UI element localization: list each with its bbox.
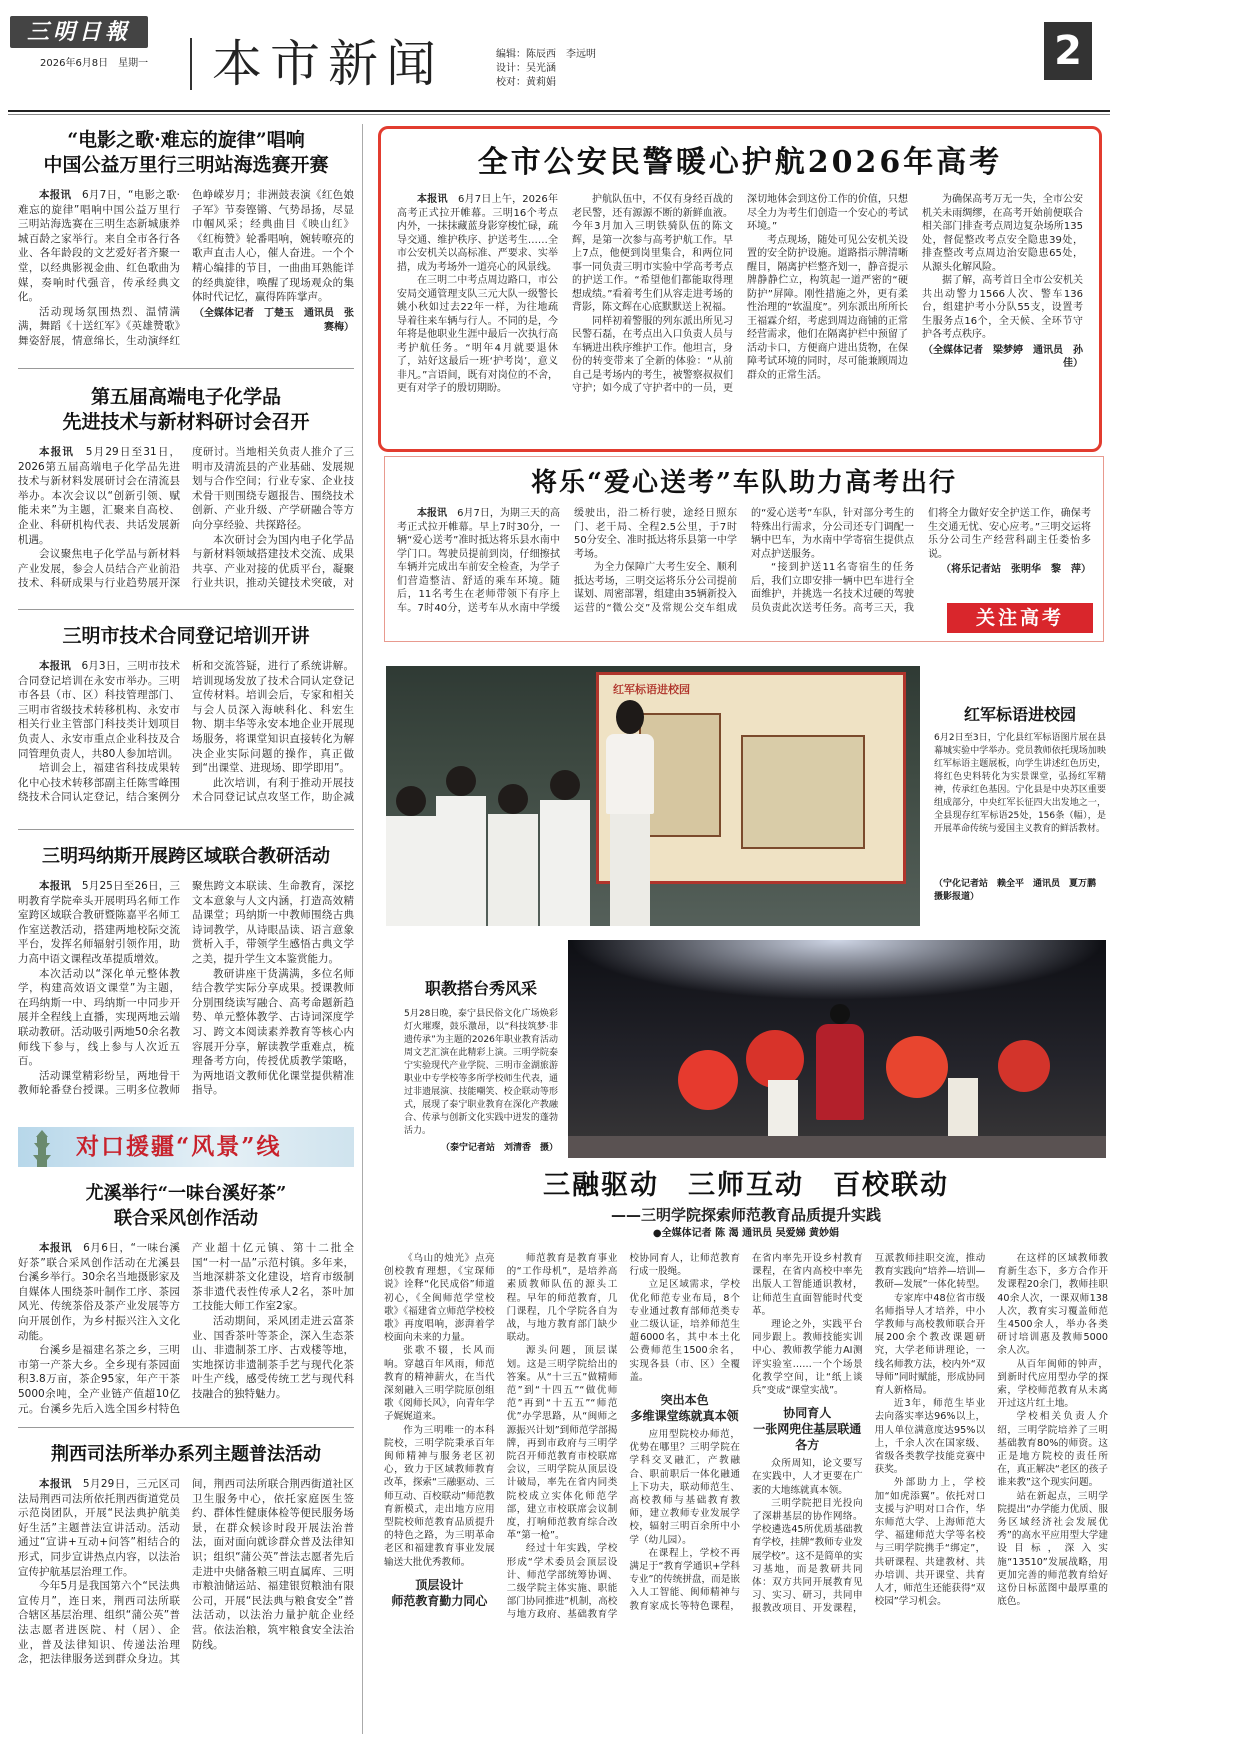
article-title: “电影之歌·难忘的旋律”唱响 中国公益万里行三明站海选赛开赛 xyxy=(43,129,329,176)
student-guide xyxy=(600,700,660,926)
article-police-escort-gaokao xyxy=(378,126,1102,452)
article-title: 全市公安民警暖心护航2026年高考 xyxy=(477,145,1003,180)
article-youxi-tea xyxy=(18,1181,354,1417)
masthead-rule xyxy=(8,110,1110,112)
section-heading: 协同育人 一张网兜住基层联通各方 xyxy=(753,1406,862,1453)
students-group xyxy=(386,726,596,926)
article-body: 本报讯 6月7日，为期三天的高考正式拉开帷幕。早上7时30分，一辆“爱心送考”准时抵达将乐县水南中学门口。驾驶员提前到岗，仔细擦拭车辆并完成出车前安全检查，为学子们营造整洁、舒适的乘车环境。随后，11名考生在老师带领下有序上车。7时40分，送考车从水南中学缓缓驶出，沿二桥行驶，途经日照东门、老干局、全程2.5公里，于7时50分安全、准时抵达将乐县第一中学考场。 为全力保障广大考生安全、顺利抵达考场，三明交运将乐分公司提前谋划、周密部署，组建由35辆新投入运营的“微公交”及常规公交车组成的“爱心送考”车队，针对部分考生的特殊出行需求，分公司还专门调配一辆中巴车，为水南中学寄宿生提供点对点护送服务。 “接到护送11名寄宿生的任务后，我们立即安排一辆中巴车进行全面维护，并挑选一名技术过硬的驾驶员负责此次送考任务。高考三天，我们将全力做好安全护送工作，确保考生交通无忧、安心应考。”三明交运将乐分公司生产经营科副主任娄怡多说。 （将乐记者站 张明华 黎 萍） xyxy=(397,508,1091,614)
article-title: 第五届高端电子化学品 先进技术与新材料研讨会召开 xyxy=(62,386,310,433)
article-body: 本报讯 6月3日，三明市技术合同登记培训在永安市举办。三明市各县（市、区）科技管理部门、三明市省级技术转移机构、永安市相关行业主管部门科技类计划项目负责人、永安市重点企业科技及合同管理负责人，共80人参加培训。 培训会上，福建省科技成果转化中心技术转移部副主任陈雪峰围绕技术合同认定登记，结合案例分析和交流答疑，进行了系统讲解。培训现场发放了技术合同认定登记宣传材料。培训会后，专家和相关与会人员深入海峡科化、科宏生物、期丰华等永安本地企业开展现场服务，将课堂知识直接转化为解决企业实际问题的操作，真正做到“出课堂、进现场、即学即用”。 此次培训，有利于推动开展技术合同登记试点攻坚工作，助企减 xyxy=(18,660,354,804)
article-subtitle: ——三明学院探索师范教育品质提升实践 xyxy=(610,1206,881,1224)
article-body: 本报讯 5月29日至31日，2026第五届高端电子化学品先进技术与新材料发展研讨会在清流县举办。本次会议以“创新引领、赋能未来”为主题，汇聚来自高校、企业、科研机构代表、共话发展新机遇。 会议聚焦电子化学品与新材料产业发展，参会人员结合产业前沿技术、科研成果与行业趋势展开深度研讨。当地相关负责人推介了三明市及清流县的产业基础、发展规划与合作空间；行业专家、企业技术骨干则围绕专题报告、围绕技术创新、产业升级、产学研融合等方向分享经验、共探路径。 本次研讨会为国内电子化学品与新材料领域搭建技术交流、成果共享、产业对接的优质平台，凝聚行业共识，推动关键技术突破，对 xyxy=(18,446,354,590)
exhibit-board: 红军标语进校园 xyxy=(596,672,906,884)
pagoda-icon xyxy=(22,1127,62,1167)
article-sanming-normal-education xyxy=(384,1168,1108,1736)
xinjiang-aid-banner xyxy=(18,1127,354,1167)
section-heading: 突出本色 多维课堂练就真本领 xyxy=(630,1393,739,1424)
parasol-left xyxy=(678,1050,738,1110)
article-tech-contract-training xyxy=(18,624,354,819)
article-body: 《乌山的烛光》点亮创校教育理想，《宝琛师说》诠释“化民成俗”师道初心，《全闽师范学堂校歌》《福建省立师范学校校歌》再度唱响，澎湃着学校面向未来的力量。 张歌不辍，长风而响。穿越百年风雨，师范教育的精神薪火，在当代深刻融入三明学院原创组歌《阅师长风》，向青年学子娓娓道来。 作为三明唯一的本科院校，三明学院秉承百年闽师精神与服务老区初心，致力于区域教师教育改革，探索“三融驱动、三师互动、百校联动”师范教育新模式，走出地方应用型院校师范教育品质提升的特色之路，为三明革命老区和福建教育事业发展输送大批优秀教师。 顶层设计 师范教育勤力同心 师范教育是教育事业的“工作母机”，是培养高素质教师队伍的源头工程。早年的师范教育，几门课程，几个学院各自为战，与地方教育部门缺少联动。 源头问题，顶层谋划。这是三明学院给出的答案。从“十三五”做精师范”到“十四五”“做优师范”再到“十五五”“师范优”办学思路，从“闽师之源振兴计划”到师范学部揭牌，再到市政府与三明学院召开师范教育市校联席会议，三明学院从顶层设计破局，率先在省内同类院校成立实体化师范学部，建立市校联席会议制度，打响师范教育综合改革“第一枪”。 经过十年实践，学校形成“学术委员会顶层设计、师范学部统筹协调、二级学院主体实施、职能部门协同推进”机制，高校与地方政府、基础教育学校协同育人，让师范教育行成一股绳。 立足区域需求，学校优化师范专业布局，8个专业通过教育部师范类专业二级认证，培养师范生超6000名，其中本土化公费师范生1500余名，实现各县（市、区）全覆盖。 突出本色 多维课堂练就真本领 应用型院校办师范，优势在哪里？三明学院在学科交叉融汇，产教融合、职前职后一体化融通上下功夫，联动师范生、高校教师与基础教育教师，建立教师专业发展学校，辐射三明百余所中小学（幼儿园）。 在课程上，学校不再满足于“教育学通识+学科专业”的传统拼盘，而是嵌入人工智能、闽师精神与教育家成长等特色课程，在省内率先开设乡村教育课程，在省内高校中率先出版人工智能通识教材，让师范生直面智能时代变革。 理论之外，实践平台同步跟上。教师技能实训中心、教师教学能力AI测评实验室……一个个场景化教学空间，让“纸上谈兵”变成“课堂实战”。 协同育人 一张网兜住基层联通各方 众所周知，论文要写在实践中，人才更要在广袤的大地练就真本领。 三明学院把目光投向了深耕基层的协作网络。学校遴选45所优质基础教育学校，挂牌“教师专业发展学校”。这不是简单的实习基地，而是教研共同体：双方共同开展教育见习、实习、研习，共同申报教改项目、开发课程，互派教师挂职交流，推动教育实践向“培养—培训—教研—发展”一体化转型。 专家库中48位省市级名师指导人才培养，中小学教师与高校教师联合开展200余个教改课题研究，大学老师讲理论，一线名师教方法，校内外“双导师”同时赋能，形成协同育人新格局。 近3年，师范生毕业去向落实率达96%以上，用人单位满意度达95%以上，千余人次在国家级、省级各类教学技能竞赛中获奖。 外部助力上，学校加“如虎添翼”。依托对口支援与沪明对口合作，华东师范大学、上海师范大学、福建师范大学等名校与三明学院携手“绑定”，共研课程、共建教材、共办培训、共开课堂、共育人才，师范生还能获得“双校园”学习机会。 在这样的区域教师教育新生态下，多方合作开发课程20余门，教师挂职40余人次，一课双师138人次，教育实习覆盖师范生4500余人，举办各类研讨培训惠及教师5000余人次。 从百年闽师的钟声，到新时代应用型办学的探索，学校师范教育从未离开过这片红土地。 学校相关负责人介绍，三明学院培养了三明基础教育80%的师资。这正是地方院校的责任所在，真正解决“老区的孩子谁来教”这个现实问题。 站在新起点，三明学院提出“办学能力优质、服务区域经济社会发展优秀”的高水平应用型大学建设目标，深入实施“13510”发展战略，用更加完善的师范教育给好这份日标蓝图中最厚重的底色。 xyxy=(384,1253,1108,1621)
parasol-right xyxy=(886,1036,948,1098)
article-electronic-chemicals xyxy=(18,385,354,599)
article-title: 三明市技术合同登记培训开讲 xyxy=(62,625,310,647)
column-divider xyxy=(362,124,363,1734)
article-title: 三明玛纳斯开展跨区域联合教研活动 xyxy=(42,846,330,867)
article-body: 本报讯 5月25日至26日，三明教育学院牵头开展明玛名师工作室跨区域联合教研暨陈嘉平名师工作室送教活动，搭建两地校际交流平台，发挥名师辐射引领作用，助力高中语文课程改革提质增效。 本次活动以“深化单元整体教学，构建高效语文课堂”为主题，在玛纳斯一中、玛纳斯一中同步开展并全程线上直播，实现两地云端联动教研。活动吸引两地50余名教师线下参与，线上参与人次近五百。 活动课堂精彩纷呈，两地骨干教师轮番登台授课。三明多位教师聚焦跨文本联读、生命教育，深挖文本意象与人文内涵，打造高效精品课堂；玛纳斯一中教师围绕古典诗词教学，从诗眼品读、语言意象赏析入手，带领学生感悟古典文学之美，提升学生文本鉴赏能力。 教研讲座干货满满，多位名师结合教学实际分享成果。授课教师分别围绕读写融合、高考命题新趋势、单元整体教学、古诗词深度学习、跨文本阅读素养教育等核心内容展开分享，解读教学重难点，梳理备考方向，传授优质教学策略，为两地语文教师优化课堂提供精准指导。 xyxy=(18,880,354,1097)
article-byline: （将乐记者站 张明华 黎 萍） xyxy=(941,564,1091,575)
article-byline: （全媒体记者 丁楚玉 通讯员 张赛梅） xyxy=(194,307,354,334)
focus-gaokao-tag: 关注高考 xyxy=(947,603,1093,633)
photo-vocational-show xyxy=(568,940,1106,1158)
photo2-caption: 职教搭台秀风采 5月28日晚，泰宁县民俗文化广场焕彩灯火璀璨，鼓乐激昂，以“科技筑梦·非遗传承”为主题的2026年职业教育活动周文艺汇演在此精彩上演。三明学院泰宁实验现代产业学院、三明市金湖旅游职业中专学校等多所学校师生代表，通过非遗展演、技能嘲笑、校企联动等形式，展现了泰宁职业教育在深化产教融合、传承与创新文化实践中迸发的蓬勃活力。 （泰宁记者站 刘清香 摄） xyxy=(404,979,558,1153)
article-byline: ●全媒体记者 陈 渴 通讯员 吴爱娣 黄妙娟 xyxy=(652,1228,840,1239)
article-title: 三融驱动 三师互动 百校联动 xyxy=(543,1170,949,1201)
page-number: 2 xyxy=(1044,22,1092,80)
masthead-divider xyxy=(190,38,192,90)
article-body: 本报讯 6月7日，“电影之歌·难忘的旋律”唱响中国公益万里行三明站海选赛在三明生态新城康养城百龄之家举行。来自全市各行各业、各年龄段的文艺爱好者齐聚一堂，以经典影视金曲、红色歌曲为媒，奏响时代强音，传承经典文化。 活动现场氛围热烈、温情满满，舞蹈《十送红军》《英雄赞歌》舞姿舒展，情意绵长，生动演绎红色峥嵘岁月；非洲鼓表演《红色娘子军》节奏铿锵、气势昂扬，尽显巾帼风采；经典曲目《映山红》《红梅赞》轮番唱响，婉转嘹亮的歌声直击人心，催人奋进。一个个精心编排的节目，一曲曲耳熟能详的经典旋律，唤醒了现场观众的集体时代记忆，赢得阵阵掌声。 （全媒体记者 丁楚玉 通讯员 张赛梅） xyxy=(18,189,354,347)
section-heading: 顶层设计 师范教育勤力同心 xyxy=(391,1577,488,1608)
masthead xyxy=(0,0,1254,118)
editor-credits: 编辑：陈辰西 李远明 设计：吴光涵 校对：黄莉娟 xyxy=(496,49,596,88)
article-body: 本报讯 5月29日，三元区司法局荆西司法所依托荆西街道党员示范岗团队，开展“民法典护航美好生活”主题普法宣讲活动。活动通过“宣讲+互动+问答”相结合的形式，同步宣讲热点内容，以法治宣传护航基层治理工作。 今年5月是我国第六个“民法典宣传月”，连日来，荆西司法所联合辖区基层治理、组织“蒲公英”普法志愿者进医院、村（居）、企业，普及法律知识、传递法治理念，把法律服务送到群众身边。其间，荆西司法所联合荆西街道社区卫生服务中心，依托家庭医生签约、群体性健康体检等便民服务场景，在群众候诊时段开展法治普法，面对面向就诊群众普及法律知识；组织“蒲公英”普法志愿者先后走进中央储备粮三明直属库、三明市粮油储运站、福建银贸粮油有限公司，开展“民法典与粮食安全”普法活动，以法治力量护航企业经营。依法治粮，筑牢粮食安全法治防线。 xyxy=(18,1478,354,1666)
parasol-far xyxy=(998,1040,1050,1092)
section-title: 本市新闻 xyxy=(212,35,444,93)
article-jingxi-law xyxy=(18,1442,354,1667)
article-byline: （全媒体记者 梁梦婷 通讯员 孙 佳） xyxy=(923,344,1083,369)
photo1-caption: 红军标语进校园 6月2日至3日，宁化县红军标语图片展在县幕城实验中学举办。党员教师依托现场加映红军标语主题展板，向学生讲述红色历史，将红色史料转化为实景课堂，弘扬红军精神，传承红色基因。宁化县是中央苏区重要组成部分，中央红军长征四大出发地之一，全县现存红军标语25处，156条（幅），是开展革命传统与爱国主义教育的鲜活教材。 （宁化记者站 赖全平 通讯员 夏万鹏 摄影报道） xyxy=(934,705,1106,902)
article-body: 本报讯 6月7日上午，2026年高考正式拉开帷幕。三明16个考点内外，一抹抹藏蓝身影穿梭忙碌，疏导交通、维护秩序、护送考生……全市公安机关以高标准、严要求、实举措，成为考场外一道亮心的风景线。 在三明二中考点周边路口，市公安局交通管理支队三元大队一级警长姚小秋如过去22年一样，为往地疏导着往来车辆与行人。不同的是，今年将是他职业生涯中最后一次执行高考护航任务。“明年4月就要退休了，站好这最后一班‘护考岗’，意义非凡。”言语间，既有对岗位的不舍，更有对学子的殷切期盼。 护航队伍中，不仅有身经百战的老民警，还有源源不断的新鲜血液。今年3月加入三明铁骑队伍的陈文辉，是第一次参与高考护航工作。早上7点，他便到岗里集合，和两位同事一同负责三明市实验中学高考考点的护送工作。“希望他们都能取得理想成绩。”看着考生们从容走进考场的背影，陈文辉在心底默默送上祝福。 同样初着警服的列东派出所见习民警石磊，在考点出入口负责人员与车辆进出秩序维护工作。他坦言，身份的转变带来了全新的体验：“从前自己是考场内的考生，被警察叔叔们守护；如今成了守护者中的一员，更深切地体会到这份工作的价值，只想尽全力为考生们创造一个安心的考试环境。” 考点现场，随处可见公安机关设置的安全防护设施。道路指示牌清晰醒目，隔离护栏整齐划一，静音提示牌静静伫立，构筑起一道严密的“硬防护”屏障。刚性措施之外，更有柔性治理的“软温度”。列东派出所所长王福霖介绍，考虑到周边商铺的正常经营需求，他们在隔离护栏中预留了活动卡口，方便商户进出货物，在保障考试环境的同时，尽可能兼顾周边群众的正常生活。 为确保高考万无一失，全市公安机关未雨绸缪，在高考开始前便联合相关部门排查考点周边复杂场所135处，督促整改考点安全隐患39处，排查整改考点周边治安隐患65处，从源头化解风险。 据了解，高考首日全市公安机关共出动警力1566人次、警车136台，组建护考小分队55支，设置考生服务点16个，全天候、全环节守护各考点秩序。 （全媒体记者 梁梦婷 通讯员 孙 佳） xyxy=(397,194,1083,394)
article-title: 尤溪举行“一味台溪好茶” 联合采风创作活动 xyxy=(85,1183,287,1229)
banner-text: 对口援疆“风景”线 xyxy=(76,1133,282,1160)
article-jiangle-taxi-team xyxy=(384,456,1104,642)
article-body: 本报讯 6月6日，“一味台溪好茶”联合采风创作活动在尤溪县台溪乡举行。30余名当地摄影家及自媒体人围绕茶叶制作工序、茶园风光、传统茶俗及茶产业发展等方向开展创作，为乡村振兴注入文化动能。 台溪乡是福建名茶之乡，三明市第一产茶大乡。全乡现有茶园面积3.8万亩，茶企95家，年产干茶5000余吨，全产业链产值超10亿元。台溪乡先后入选全国乡村特色产业超十亿元镇、第十二批全国“一村一品”示范村镇。多年来，当地深耕茶文化建设，培育市级制茶非遗代表性传承人2名，茶叶加工技能大师工作室2家。 活动期间，采风团走进云富茶业、国香茶叶等茶企，深入生态茶山、非遗制茶工序、古戏楼等地，实地探访非遗制茶手艺与现代化茶叶生产线，感受传统工艺与现代科技融合的独特魅力。 xyxy=(18,1242,354,1415)
photo-red-army-slogans xyxy=(386,666,920,926)
article-title: 荆西司法所举办系列主题普法活动 xyxy=(51,1444,321,1465)
article-manas-joint-teaching xyxy=(18,844,354,1111)
article-film-song-contest xyxy=(18,128,354,356)
left-column xyxy=(18,128,354,1667)
article-title: 将乐“爱心送考”车队助力高考出行 xyxy=(531,468,957,498)
issue-date: 2026年6月8日 星期一 xyxy=(40,58,149,69)
newspaper-logo: 三明日報 xyxy=(10,16,148,48)
